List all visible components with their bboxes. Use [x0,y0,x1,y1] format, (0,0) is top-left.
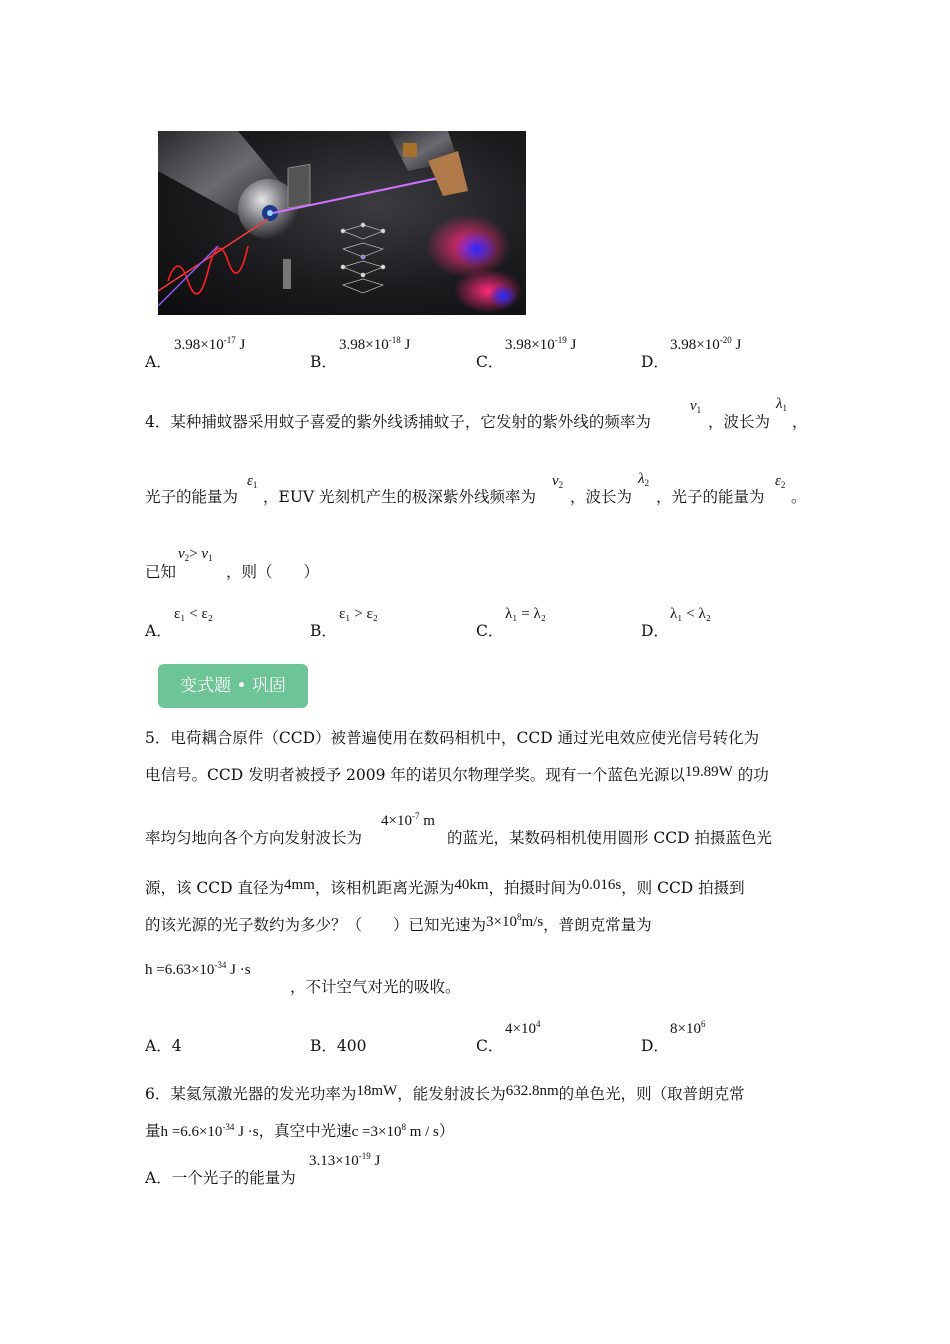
q6-line1: 6．某氦氖激光器的发光功率为18mW，能发射波长为632.8nm的单色光，则（取普朗克常 [145,1083,745,1103]
q5-line2: 电信号。CCD 发明者被授予 2009 年的诺贝尔物理学奖。现有一个蓝色光源以19.89W 的功 [145,764,769,784]
q3-option-c-value: $3.98\times 10^{-19}$ J [505,335,577,353]
q4-line2-d: ，光子的能量为 [656,488,765,506]
q5-option-c: C． [476,1037,504,1055]
q4-line3: 已知 [145,563,177,581]
q5-line5: 的该光源的光子数约为多少？（ ）已知光速为$3\times 10^8m/s$，普朗克常量为 [145,912,652,934]
q3-option-a-value: $3.98\times 10^{-17}$ J [174,335,246,353]
q4-epsilon2: $\varepsilon_2$ [775,473,786,490]
q5-wavelength: $4\times 10^{-7}$ m [381,811,435,829]
q6-option-a: A．一个光子的能量为 [145,1169,296,1187]
q5-line3: 率均匀地向各个方向发射波长为 [145,829,363,847]
q4-line2: 光子的能量为 [145,488,239,506]
q3-option-d-value: $3.98\times 10^{-20}$ J [670,335,742,353]
q5-time: 0.016s [581,877,622,893]
q4-line2-e: 。 [791,488,807,506]
q5-option-c-value: $4\times 10^4$ [505,1019,541,1037]
q4-line1: 4．某种捕蚊器采用蚊子喜爱的紫外线诱捕蚊子，它发射的紫外线的频率为 [145,413,651,431]
q6-light-speed: $c =3\times 10^8$ m / s [351,1122,439,1140]
q4-line2-c: ，波长为 [570,488,633,506]
q4-condition: $\nu_2> \nu_1$ [178,546,213,563]
q4-option-c-expr: λ₁ = λ₂ [505,606,546,622]
q3-option-a: A． [145,353,172,371]
q5-option-d: D． [641,1037,669,1055]
q4-option-a-expr: ε₁ < ε₂ [174,606,214,622]
q5-line1: 5．电荷耦合原件（CCD）被普遍使用在数码相机中，CCD 通过光电效应使光信号转化为 [145,729,760,747]
q4-epsilon1: $\varepsilon_1$ [247,473,258,490]
q4-option-d: D． [641,622,669,640]
q4-option-b-expr: ε₁ > ε₂ [339,606,379,622]
q5-option-a: A．4 [145,1037,182,1055]
q5-option-b: B．400 [310,1037,367,1055]
q6-line2: 量$h =6.6\times 10^{-34}$ J ·s，真空中光速$c =3\times 10^8$ m / s） [145,1122,455,1140]
q5-line6: ，不计空气对光的吸收。 [290,978,461,996]
q6-wavelength: 632.8nm [505,1083,559,1099]
q4-option-b: B． [310,622,337,640]
q5-line3-b: 的蓝光，某数码相机使用圆形 CCD 拍摄蓝色光 [447,829,773,847]
q4-line1-c: ， [792,413,808,431]
q4-nu2: $\nu_2$ [552,473,564,490]
q5-line4: 源，该 CCD 直径为4mm，该相机距离光源为40km，拍摄时间为0.016s，则 CCD 拍摄到 [145,877,745,897]
q3-option-b-value: $3.98\times 10^{-18}$ J [339,335,411,353]
q4-option-c: C． [476,622,504,640]
q3-option-b: B． [310,353,337,371]
q4-lambda2: $\lambda_2$ [638,471,649,488]
q4-line1-b: ，波长为 [708,413,771,431]
q4-line2-b: ，EUV 光刻机产生的极深紫外线频率为 [263,488,536,506]
laser-experiment-illustration [158,131,526,315]
q5-planck: $h =6.63\times 10^{-34}$ J ·s [145,960,251,978]
q5-diameter: 4mm [284,877,315,893]
q5-distance: 40km [454,877,489,893]
variant-question-badge: 变式题 • 巩固 [158,664,308,708]
q6-power: 18mW [356,1083,398,1099]
q4-option-d-expr: λ₁ < λ₂ [670,606,711,622]
q3-option-d: D． [641,353,669,371]
q5-power: 19.89W [684,764,733,780]
q4-lambda1: $\lambda_1$ [776,396,787,413]
q4-option-a: A． [145,622,172,640]
q4-nu1: $\nu_1$ [690,398,702,415]
q4-line3-b: ，则（ ） [226,563,320,581]
q6-option-a-value: $3.13\times 10^{-19}$ J [309,1151,381,1169]
q5-speed: $3\times 10^8m/s$ [486,912,544,930]
q6-planck: $h =6.6\times 10^{-34}$ J ·s [160,1122,259,1140]
q3-option-c: C． [476,353,504,371]
q5-option-d-value: $8\times 10^6$ [670,1019,706,1037]
illustration-graphic [158,131,526,315]
